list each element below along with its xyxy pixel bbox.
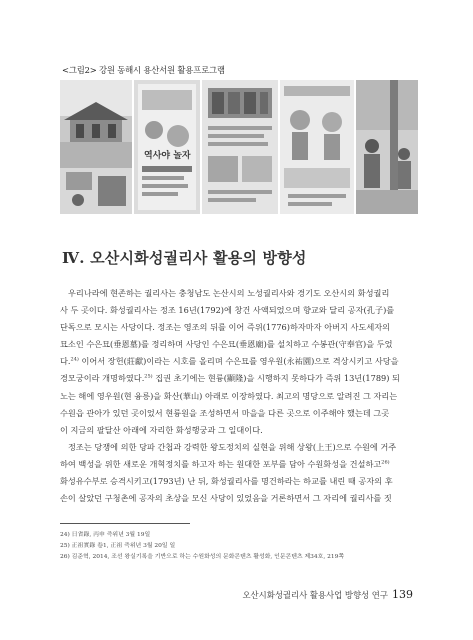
body-line xyxy=(60,456,413,473)
photo-illustration xyxy=(280,80,354,214)
body-line: 이 지금의 팔달산 아래에 자리한 화성행궁과 그 일대이다. xyxy=(60,424,263,435)
body-line-text: 경모궁이라 개명하였다. xyxy=(60,373,145,384)
figure-caption: <그림2> 강원 동해시 용산서원 활용프로그램 xyxy=(62,65,225,75)
footnote-ref: 25) xyxy=(144,373,153,380)
body-line: 노는 해에 영우원(현 융릉)을 화산(華山) 아래로 이장하였다. 최고의 명당으로 알려진 그 자리는 xyxy=(60,390,398,401)
body-line-prefix: 다. xyxy=(60,356,71,367)
body-line-tail: 집권 초기에는 현륭(顯隆)을 시행하지 못하다가 즉위 13년(1789) 되 xyxy=(155,373,400,384)
body-line xyxy=(60,353,413,370)
body-line: 손이 살았던 구청촌에 공자의 초상을 모신 사당이 있었음을 거론하면서 그 자리에 궐리사를 짓 xyxy=(60,493,392,504)
body-line-text: 하여 백성을 위한 새로운 개혁정치를 하고자 하는 원대한 포부를 담아 수원화성을 건설하고 xyxy=(60,459,382,470)
running-title: 오산시화성궐리사 활용사업 방향성 연구 xyxy=(242,590,388,600)
footnote-26: 26) 김준혁, 2014, 조선 왕실기록을 기반으로 하는 수원화성의 문화콘텐츠 활성화, 인문콘텐츠 제34호, 219쪽 xyxy=(60,554,345,561)
body-line xyxy=(60,370,413,387)
body-paragraph-2 xyxy=(60,439,413,507)
footnote-24: 24) 日省錄, 丙申 즉위년 3월 19일 xyxy=(60,532,151,538)
poster-title: 역사야 놀자 xyxy=(144,151,191,161)
photo-visitors xyxy=(356,80,418,214)
photo-program-poster xyxy=(134,80,200,214)
footnote-ref: 24) xyxy=(70,356,79,363)
body-paragraph-1 xyxy=(60,285,413,439)
photo-leaflet xyxy=(202,80,278,214)
footnotes xyxy=(60,530,413,564)
body-line: 수원읍 관아가 있던 곳이었서 현륭원을 조성하면서 마을을 다른 곳으로 이주해야 했는데 그곳 xyxy=(60,407,390,418)
running-footer xyxy=(242,588,413,601)
section-title: Ⅳ. 오산시화성궐리사 활용의 방향성 xyxy=(62,249,307,267)
body-line: 화성유수부로 승격시키고(1793년) 난 뒤, 화성궐리사를 명건하라는 하교를 내린 때 공자의 후 xyxy=(60,476,393,487)
body-line-text: 이어서 장헌(莊獻)이라는 시호를 올리며 수은묘를 영우원(永祐園)으로 격상시키고 사당을 xyxy=(81,356,399,367)
page-number: 139 xyxy=(392,588,413,601)
footnote-ref: 26) xyxy=(381,459,390,466)
body-line xyxy=(60,336,413,353)
body-line: 우리나라에 현존하는 궐리사는 충청남도 논산시의 노성궐리사와 경기도 오산시의 화성궐리 xyxy=(68,288,390,298)
footnote-25: 25) 正祖實錄 卷1, 正祖 즉위년 3월 20일 일 xyxy=(60,543,176,550)
photo-shrine-courtyard xyxy=(60,80,132,214)
body-line: 정조는 당쟁에 의한 당파 간첩과 강력한 왕도정치의 실현을 위해 상왕(上王)으로 수원에 거주 xyxy=(68,442,397,452)
body-line-text: 묘소인 수은묘(垂恩墓)를 정리하며 사당인 수은묘(垂恩廟)를 설치하고 수봉관(守奉官)을 두었 xyxy=(60,339,393,350)
body-line: 단독으로 모시는 사당이다. 정조는 영조의 뒤를 이어 즉위(1776)하자마자 아버지 사도세자의 xyxy=(60,322,391,333)
footnote-divider xyxy=(60,523,190,524)
body-line: 사 두 곳이다. 화성궐리사는 정조 16년(1792)에 창건 사액되었으며 향교와 달리 공자(孔子)를 xyxy=(60,305,395,316)
